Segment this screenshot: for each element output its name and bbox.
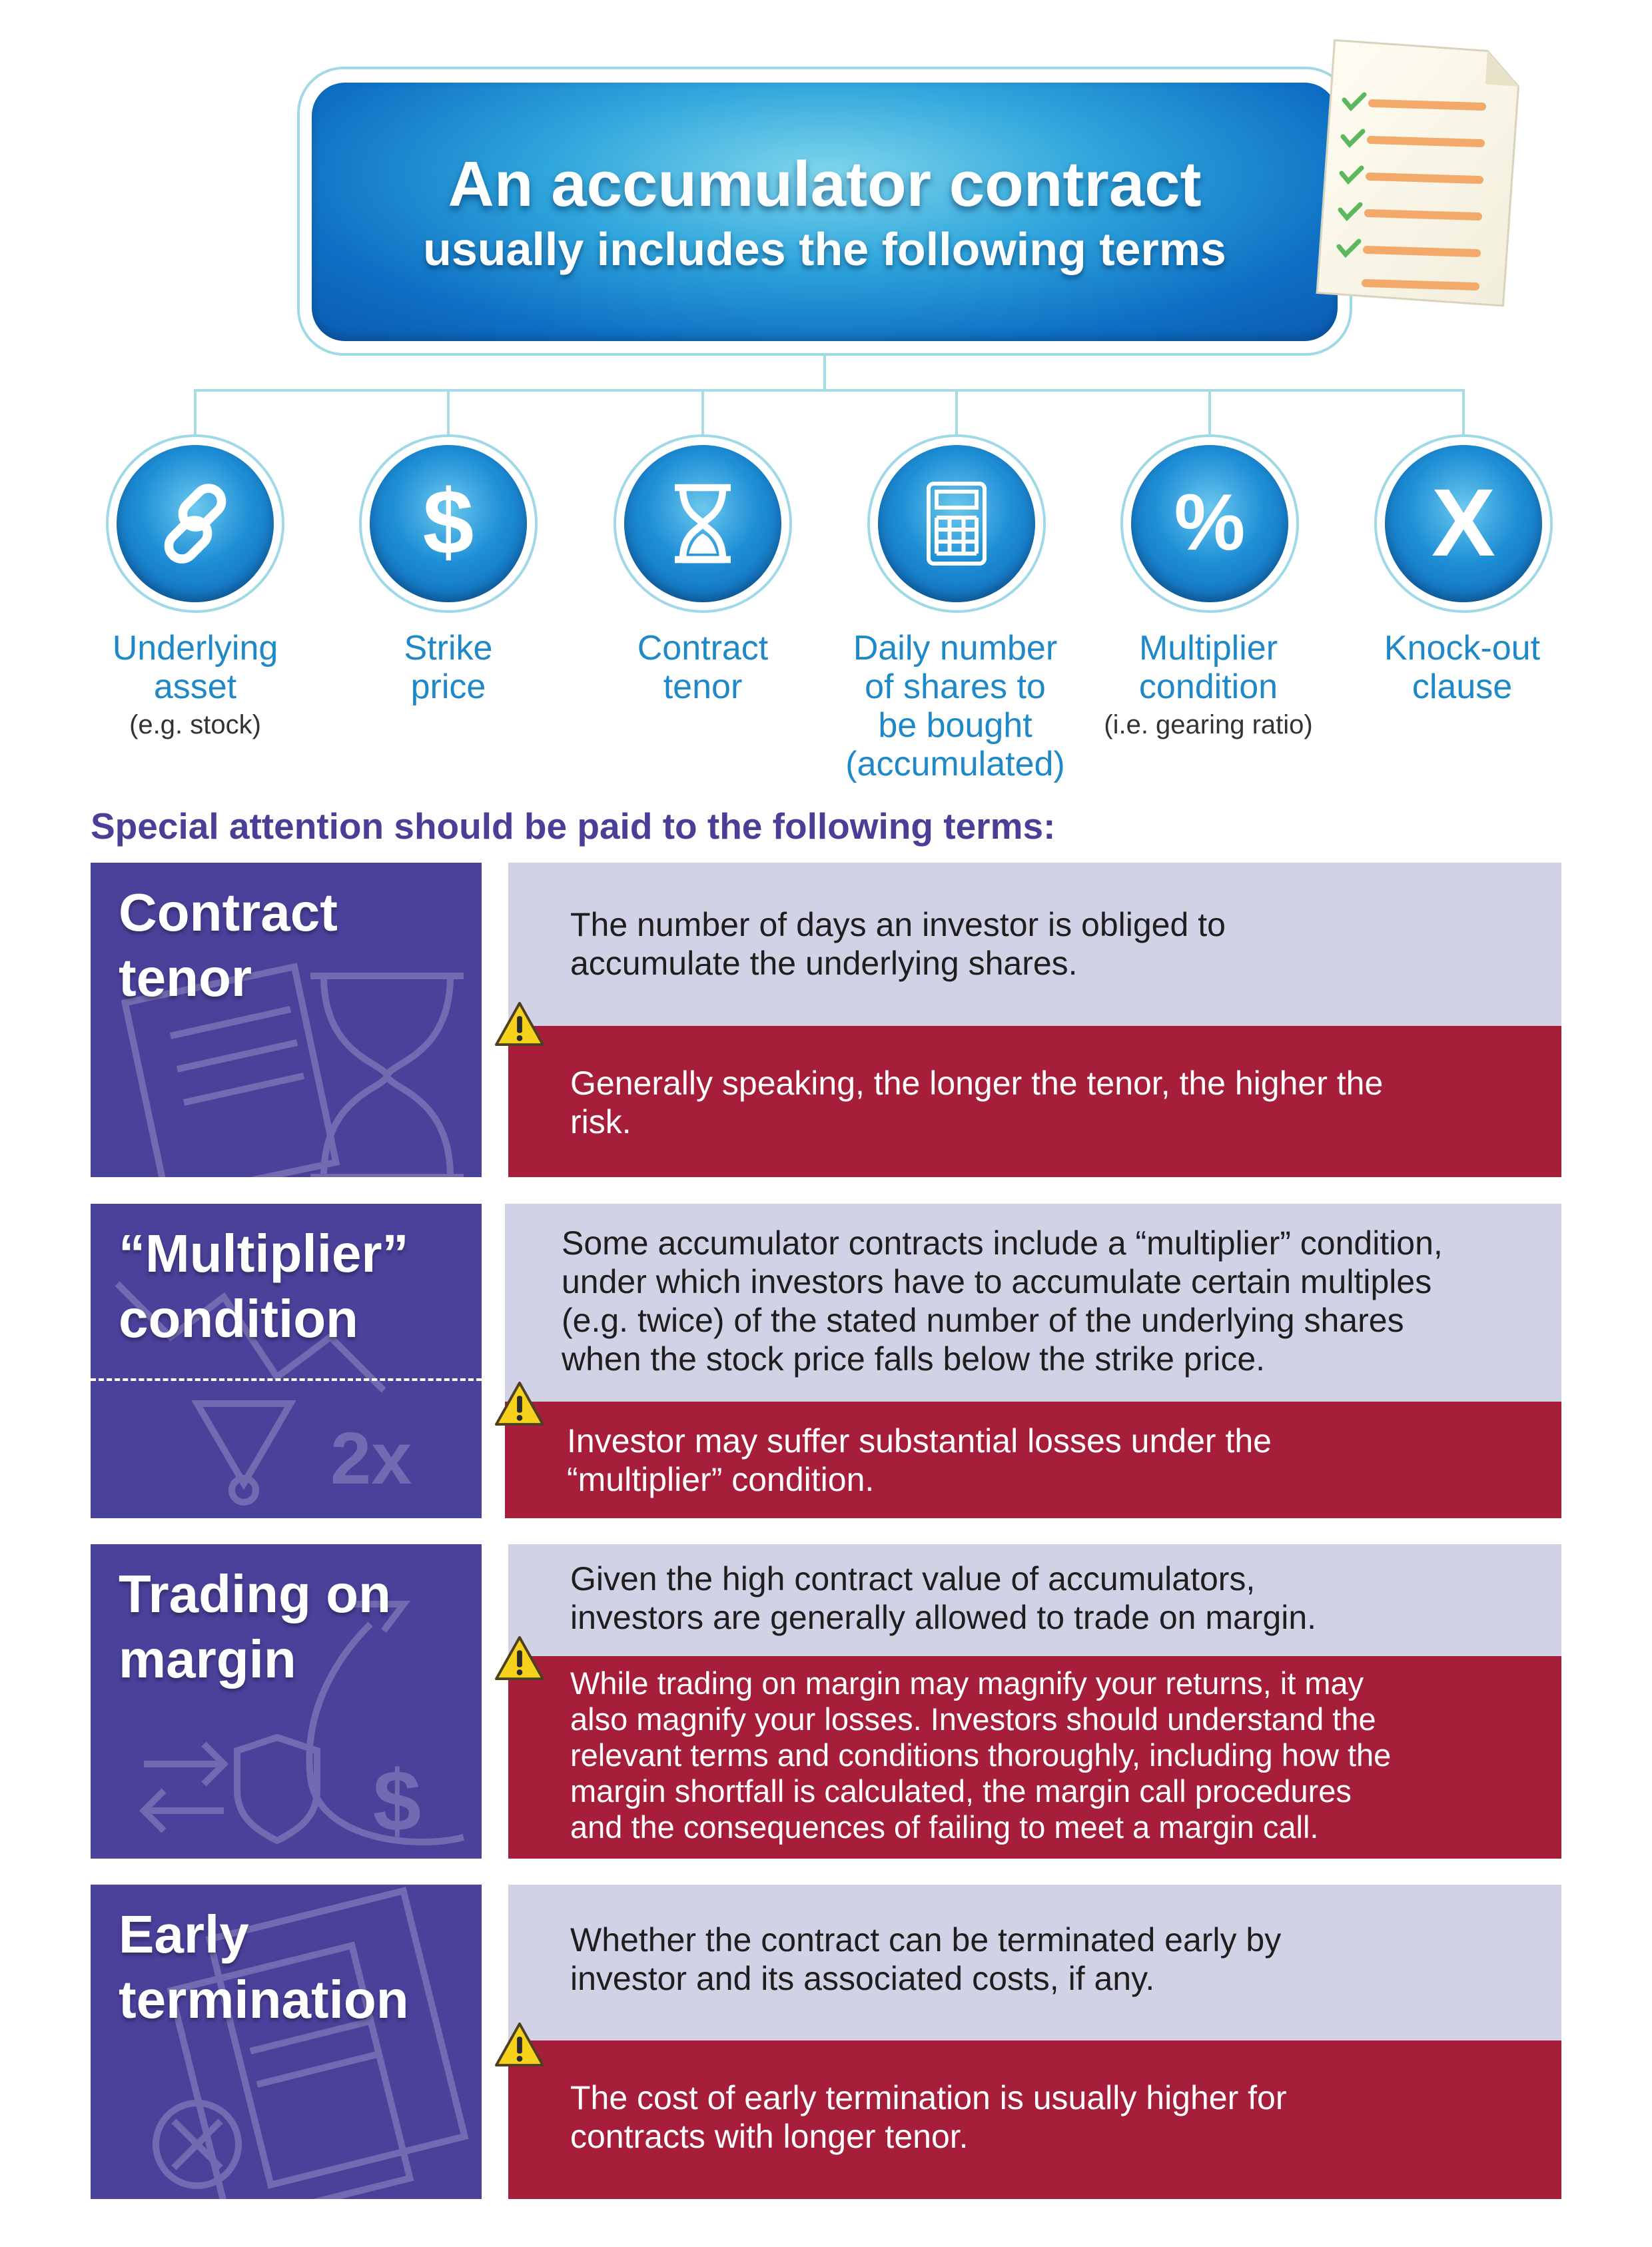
header-title: An accumulator contract [448, 149, 1202, 220]
connector-branch [1208, 389, 1211, 436]
term-icon-disc [878, 445, 1035, 602]
term-label-contract-tenor: Contract tenor [637, 629, 769, 706]
hourglass-icon [653, 474, 753, 574]
dollar-icon [398, 474, 498, 574]
checklist-document-icon [1312, 33, 1532, 313]
term-label-multiplier-condition: Multiplier condition [1138, 629, 1278, 706]
section-title-panel [91, 1544, 482, 1859]
header-subtitle: usually includes the following terms [423, 223, 1226, 275]
attention-heading: Special attention should be paid to the following terms: [91, 805, 1056, 847]
section-title: Early termination [119, 1905, 409, 2029]
term-icon-disc [1385, 445, 1542, 602]
connector-trunk [823, 356, 826, 390]
warning-icon [494, 1635, 546, 1681]
svg-text:$: $ [422, 474, 474, 574]
section-title-panel [91, 1885, 482, 2199]
term-label-strike-price: Strike price [404, 629, 493, 706]
section-description: The number of days an investor is obliged to accumulate the underlying shares. [570, 906, 1226, 982]
section-title: Contract tenor [119, 883, 338, 1007]
link-icon [145, 474, 245, 574]
term-label-knock-out-clause: Knock-out clause [1384, 629, 1541, 706]
section-divider [91, 1378, 482, 1381]
term-note-underlying-asset: (e.g. stock) [129, 710, 261, 739]
percent-icon [1160, 474, 1260, 574]
section-bg-multiplier-text: 2x [330, 1418, 412, 1500]
section-title-panel [91, 1204, 482, 1518]
connector-branch [955, 389, 958, 436]
section-warning: The cost of early termination is usually higher for contracts with longer tenor. [570, 2079, 1287, 2155]
term-label-daily-shares: Daily number of shares to be bought (accumulated) [845, 629, 1065, 783]
svg-text:$: $ [372, 1752, 422, 1849]
section-title: “Multiplier” condition [119, 1224, 409, 1348]
section-description: Given the high contract value of accumulators, investors are generally allowed to trade on margin. [570, 1560, 1317, 1636]
connector-branch [194, 389, 197, 436]
term-label-underlying-asset: Underlying asset [112, 629, 278, 706]
term-icon-disc [624, 445, 781, 602]
term-icon-disc [1131, 445, 1288, 602]
connector-branch [447, 389, 450, 436]
term-icon-disc [370, 445, 527, 602]
section-description: Whether the contract can be terminated early by investor and its associated costs, if any. [570, 1921, 1282, 1997]
section-warning: Generally speaking, the longer the tenor, the higher the risk. [570, 1065, 1384, 1140]
section-description: Some accumulator contracts include a “multiplier” condition, under which investors have to accumulate certain multiples (e.g. twice) of the stated number of the underlying shares when the stock price falls below the strike price. [562, 1224, 1443, 1378]
term-note-multiplier-condition: (i.e. gearing ratio) [1104, 710, 1313, 739]
svg-text:X: X [1431, 474, 1496, 574]
section-title-panel [91, 863, 482, 1177]
x-icon [1414, 474, 1513, 574]
calculator-icon [907, 474, 1007, 574]
connector-branch [701, 389, 704, 436]
connector-bar [194, 389, 1462, 392]
warning-icon [494, 2021, 546, 2068]
warning-icon [494, 1001, 546, 1047]
term-icon-disc [117, 445, 274, 602]
section-warning: While trading on margin may magnify your returns, it may also magnify your losses. Investors should understand the relevant terms and conditions thoroughly, including how the margin shortfall is calculated, the margin call procedures and the consequences of failing to meet a margin call. [570, 1665, 1392, 1845]
connector-branch [1462, 389, 1465, 436]
section-warning: Investor may suffer substantial losses under the “multiplier” condition. [567, 1422, 1272, 1498]
section-title: Trading on margin [119, 1564, 391, 1689]
svg-text:%: % [1174, 478, 1246, 567]
warning-icon [494, 1380, 546, 1427]
